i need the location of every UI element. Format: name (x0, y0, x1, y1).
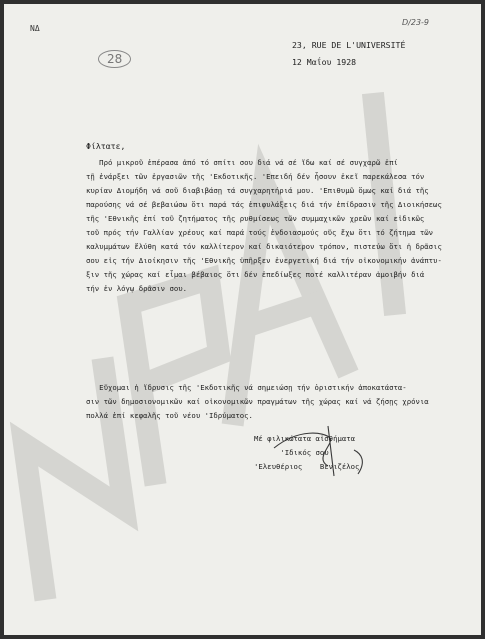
archive-reference: D/23-9 (402, 18, 430, 27)
watermark-letter-a-bar (254, 304, 314, 324)
closing-line: Μέ φιλικώτατα αἰσθήματα (254, 434, 356, 443)
paragraph-line: σου εἰς τήν Διοίκησιν τῆς 'Εθνικῆς ὑπῆρξεν ἐνεργετική διά τήν οἰκονομικήν ἀνάπτυ- (86, 256, 442, 265)
paragraph-line: τῇ ἐνάρξει τῶν ἐργασιῶν τῆς 'Εκδοτικῆς. 'Επειδή δέν ἦσουν ἐκεῖ παρεκάλεσα τόν (86, 172, 425, 181)
paragraph-line: πολλά ἐπί κεφαλῆς τοῦ νέου 'Ιδρύματος. (86, 411, 253, 420)
document-page (4, 4, 481, 635)
top-left-mark: ΝΔ (30, 24, 40, 33)
paragraph-line: Εὔχομαι ἡ ἵδρυσις τῆς 'Εκδοτικῆς νά σημειώσῃ τήν ὁριστικήν ἀποκατάστα- (86, 383, 407, 392)
watermark (4, 4, 481, 635)
closing-block (254, 432, 359, 474)
paragraph-line: σιν τῶν δημοσιονομικῶν καί οἰκονομικῶν πραγμάτων τῆς χώρας καί νά ζήσῃς χρόνια (86, 397, 429, 406)
sender-address: 23, RUE DE L'UNIVERSITÉ (292, 40, 406, 50)
page-number: 28 (98, 50, 131, 68)
paragraph-line: τοῦ πρός τήν Γαλλίαν χρέους καί παρά τούς ἐνδοιασμούς οὕς ἔχω ὅτι τό ζήτημα τῶν (86, 228, 434, 237)
signature-name: 'Ελευθέριος Βενιζέλος (254, 462, 360, 471)
body-paragraph-1 (86, 156, 466, 296)
paragraph-line: καλυμμάτων ἔλύθη κατά τόν καλλίτερον καί δικαιότερον τρόπον, πιστεύω ὅτι ἡ δρᾶσις (86, 242, 442, 251)
salutation: Φίλτατε, (86, 141, 126, 151)
watermark-letter-p (129, 279, 219, 474)
body-paragraph-2 (86, 381, 466, 423)
paragraph-line: παρούσης νά σέ βεβαιώσω ὅτι παρά τάς ἐπιφυλάξεις διά τήν ἐπίδρασιν τῆς Διοικήσεως (86, 200, 442, 209)
paragraph-line: ξιν τῆς χώρας καί εἶμαι βέβαιος ὅτι δέν ἐπεδίωξες ποτέ καλλιτέραν ἀμοιβήν διά (86, 270, 425, 279)
paragraph-line: τῆς 'Εθνικῆς ἐπί τοῦ ζητήματος τῆς ρυθμίσεως τῶν συμμαχικῶν χρεῶν καί εἰδικῶς (86, 214, 425, 223)
letter-date: 12 Μαΐου 1928 (292, 57, 357, 67)
paragraph-line: τήν ἐν λόγῳ δρᾶσιν σου. (86, 284, 188, 293)
paragraph-line: κυρίαν Διομήδη νά σοῦ διαβιβάσῃ τά συγχαρητήριά μου. 'Επιθυμῶ ὅμως καί διά τῆς (86, 186, 429, 195)
closing-line: 'Ιδικός σου (254, 448, 329, 457)
paragraph-line: Πρό μικροῦ ἐπέρασα ἀπό τό σπίτι σου διά νά σέ ἴδω καί σέ συγχαρῶ ἐπί (86, 158, 398, 167)
